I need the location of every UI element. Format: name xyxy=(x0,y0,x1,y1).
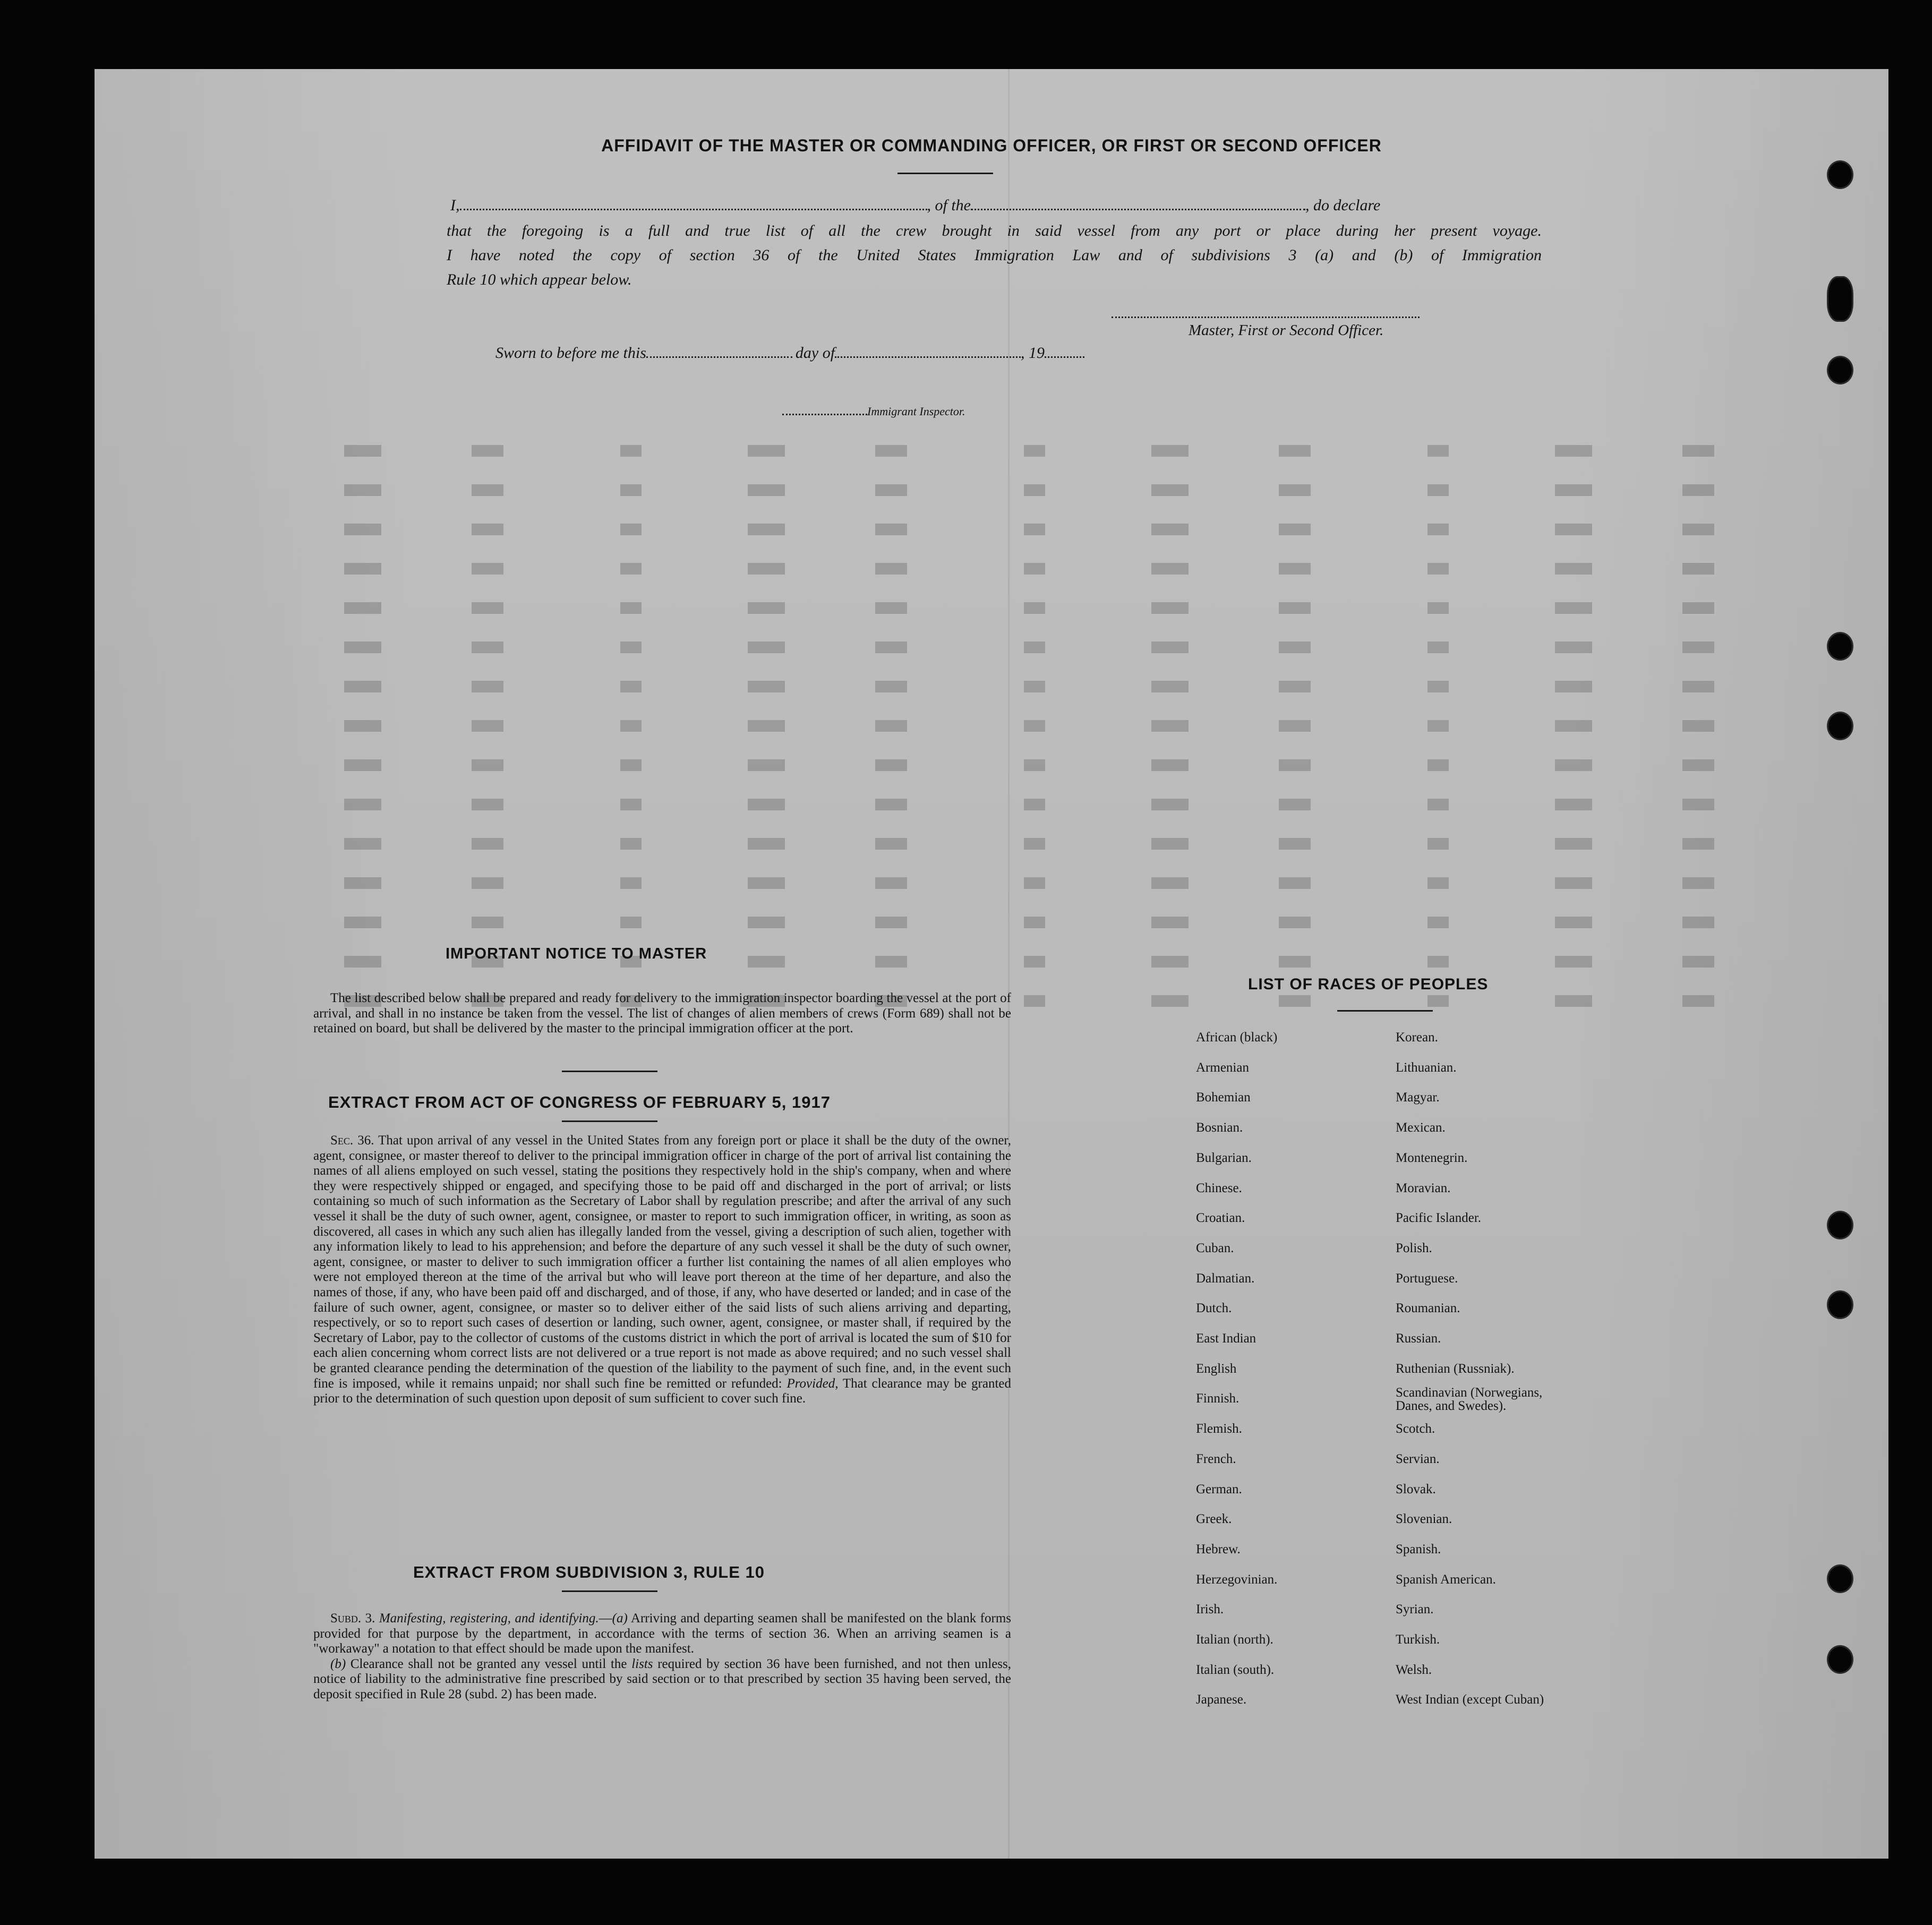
race-item: English xyxy=(1196,1361,1237,1376)
race-item: Flemish. xyxy=(1196,1422,1242,1436)
proviso-label: Provided, xyxy=(787,1376,839,1391)
race-item: Cuban. xyxy=(1196,1240,1234,1255)
race-item: Portuguese. xyxy=(1396,1271,1458,1286)
notice-title: IMPORTANT NOTICE TO MASTER xyxy=(446,945,707,962)
binder-hole xyxy=(1827,1211,1853,1239)
notice-rule xyxy=(562,1071,657,1072)
binder-hole xyxy=(1827,1645,1853,1674)
race-item: Ruthenian (Russniak). xyxy=(1396,1361,1515,1376)
race-item: Bulgarian. xyxy=(1196,1150,1252,1165)
clause-b-marker: (b) xyxy=(330,1656,346,1671)
race-item: Croatian. xyxy=(1196,1211,1245,1226)
vessel-label: , of the xyxy=(927,196,971,214)
race-item: Spanish. xyxy=(1396,1542,1441,1556)
vessel-blank[interactable] xyxy=(971,209,1305,210)
affidavit-line-2: that the foregoing is a full and true list of all the crew brought in said vessel from any port or place during her present voyage. xyxy=(447,222,1542,239)
act-rule xyxy=(562,1120,657,1122)
inspector-blank[interactable] xyxy=(782,414,867,415)
sworn-day-blank[interactable] xyxy=(646,356,792,358)
act-text-block xyxy=(313,1133,1011,1407)
year-label: , 19 xyxy=(1021,344,1045,362)
inspector-label: Immigrant Inspector. xyxy=(867,405,965,418)
subdivision-heading: Manifesting, registering, and identifying. xyxy=(379,1611,599,1625)
race-item: Pacific Islander. xyxy=(1396,1211,1482,1226)
binder-hole xyxy=(1827,276,1853,322)
race-item: Japanese. xyxy=(1196,1692,1247,1707)
race-item: Moravian. xyxy=(1396,1180,1451,1195)
race-item: Slovak. xyxy=(1396,1482,1436,1496)
race-item: German. xyxy=(1196,1482,1242,1496)
race-item: Scandinavian (Norwegians, Danes, and Swedes). xyxy=(1396,1385,1543,1414)
clause-b-lists: lists xyxy=(631,1656,653,1671)
binder-hole xyxy=(1827,160,1853,189)
race-item: Lithuanian. xyxy=(1396,1060,1457,1075)
declare-label: , do declare xyxy=(1305,196,1381,214)
notice-text: The list described below shall be prepared and ready for delivery to the immigration inspector boarding the vessel at the port of arrival, and shall in no instance be taken from the vessel. The list of changes of alien members of crews (Form 689) shall not be retained on board, but shall be delivered by the master to the principal immigration officer at the port. xyxy=(313,991,1011,1036)
race-item: East Indian xyxy=(1196,1331,1256,1346)
affidavit-line-4: Rule 10 which appear below. xyxy=(447,271,632,288)
race-item: Scotch. xyxy=(1396,1422,1435,1436)
race-item: Irish. xyxy=(1196,1602,1224,1617)
race-item: Mexican. xyxy=(1396,1120,1446,1135)
binder-hole xyxy=(1827,1564,1853,1593)
clause-a-text: Arriving and departing seamen shall be manifested on the blank forms provided for that purpose by the department, in accordance with the terms of section 36. When an arriving seamen is a "workaway" a notation to that effect should be made upon the manifest. xyxy=(313,1611,1011,1656)
declarant-label: I, xyxy=(450,196,460,214)
declarant-blank[interactable] xyxy=(460,209,927,210)
year-blank[interactable] xyxy=(1045,356,1084,358)
rule-title: EXTRACT FROM SUBDIVISION 3, RULE 10 xyxy=(413,1563,765,1581)
race-item: Bohemian xyxy=(1196,1090,1251,1105)
clause-b-text-1: Clearance shall not be granted any vessel until the xyxy=(350,1656,627,1671)
race-item: Welsh. xyxy=(1396,1662,1432,1677)
act-text: That upon arrival of any vessel in the United States from any foreign port or place it shall be the duty of the owner, agent, consignee, or master thereof to deliver to the principal immigration officer in charge of the port of arrival list containing the names of all aliens employed on such vessel, stating the positions they respectively hold in the ship's company, when and where they were respectively shipped or engaged, and specifying those to be paid off and discharged in the port of arrival; or lists containing so much of such information as the Secretary of Labor shall by regulation prescribe; and after the arrival of any such vessel it shall be the duty of such owner, agent, consignee, or master to report to such immigration officer, in writing, as soon as discovered, all cases in which any such alien has illegally landed from the vessel, giving a description of such alien, together with any information likely to lead to his apprehension; and before the departure of any such vessel it shall be the duty of such owner, agent, consignee, or master to deliver to such immigration officer a further list containing the names of all alien employes who were not employed thereon at the time of the arrival but who will leave port thereon at the time of her departure, and also the names of those, if any, who have been paid off and discharged, and of those, if any, who have deserted or landed; and in case of the failure of such owner, agent, consignee, or master so to deliver either of the said lists of such aliens arriving and departing, respectively, or so to report such cases of desertion or landing, such owner, agent, consignee, or master shall, if required by the Secretary of Labor, pay to the collector of customs of the customs district in which the port of arrival is located the sum of $10 for each alien concerning whom correct lists are not delivered or a true report is not made as above required; and no such vessel shall be granted clearance pending the determination of the question of the liability to the payment of such fine, and, in the event such fine is imposed, while it remains unpaid; nor shall such fine be remitted or refunded: xyxy=(313,1133,1012,1391)
race-item: Polish. xyxy=(1396,1240,1432,1255)
races-title: LIST OF RACES OF PEOPLES xyxy=(1248,976,1489,993)
sworn-label: Sworn to before me this xyxy=(495,344,646,362)
signature-label: Master, First or Second Officer. xyxy=(1189,322,1384,339)
inspector-line xyxy=(782,405,965,418)
race-item: French. xyxy=(1196,1451,1236,1466)
binder-hole xyxy=(1827,632,1853,661)
affidavit-declaration-line xyxy=(450,196,1380,215)
race-item: Finnish. xyxy=(1196,1391,1239,1406)
race-item: African (black) xyxy=(1196,1030,1278,1045)
affidavit-title: AFFIDAVIT OF THE MASTER OR COMMANDING OFFICER, OR FIRST OR SECOND OFFICER xyxy=(601,136,1382,155)
title-rule xyxy=(897,173,993,174)
signature-line[interactable] xyxy=(1112,316,1420,318)
race-item: Russian. xyxy=(1396,1331,1441,1346)
race-item: Hebrew. xyxy=(1196,1542,1241,1556)
race-item: Chinese. xyxy=(1196,1180,1242,1195)
affidavit-line-3: I have noted the copy of section 36 of the United States Immigration Law and of subdivisions 3 (a) and (b) of Immigration xyxy=(447,246,1542,264)
race-item: Herzegovinian. xyxy=(1196,1572,1278,1587)
clause-a-marker: (a) xyxy=(612,1611,628,1625)
race-item: Korean. xyxy=(1396,1030,1438,1045)
race-item: Roumanian. xyxy=(1396,1301,1460,1316)
race-item: Dutch. xyxy=(1196,1301,1232,1316)
race-item: Greek. xyxy=(1196,1512,1232,1527)
rule-text-block: Subd. 3. Manifesting, registering, and identifying.—(a) Arriving and departing seamen shall be manifested on the blank forms provided for that purpose by the department, in accordance with the terms of section 36. When an arriving seamen is a "workaway" a notation to that effect should be made upon the manifest. (b) Clearance shall not be granted any vessel until the lists required by section 36 have been furnished, and not then unless, notice of liability to the administrative fine prescribed by said section or to that prescribed by section 35 having been served, the deposit specified in Rule 28 (subd. 2) has been made. xyxy=(313,1611,1012,1701)
race-item: Italian (south). xyxy=(1196,1662,1275,1677)
binder-hole xyxy=(1827,356,1853,384)
race-item: Magyar. xyxy=(1396,1090,1440,1105)
section-label: Sec. 36. xyxy=(330,1133,374,1148)
race-item: Slovenian. xyxy=(1396,1512,1452,1527)
sworn-line xyxy=(495,344,1084,362)
race-item: Armenian xyxy=(1196,1060,1249,1075)
race-item: Syrian. xyxy=(1396,1602,1434,1617)
races-rule xyxy=(1337,1010,1433,1012)
binder-hole xyxy=(1827,1290,1853,1319)
race-item: Spanish American. xyxy=(1396,1572,1496,1587)
race-item: Servian. xyxy=(1396,1451,1440,1466)
race-item: Montenegrin. xyxy=(1396,1150,1468,1165)
race-item: Italian (north). xyxy=(1196,1632,1273,1647)
clause-b-text-2: required by section 36 have been furnished, and not then unless, notice of liability to the administrative fine prescribed by said section or to that prescribed by section 35 having been served, the deposit specified in Rule 28 (subd. 2) has been made. xyxy=(313,1656,1012,1701)
notice-text-block xyxy=(313,991,1011,1037)
act-title: EXTRACT FROM ACT OF CONGRESS OF FEBRUARY 5, 1917 xyxy=(328,1093,831,1111)
day-of-label: day of xyxy=(795,344,835,362)
race-item: Dalmatian. xyxy=(1196,1271,1255,1286)
race-item: West Indian (except Cuban) xyxy=(1396,1692,1544,1707)
month-blank[interactable] xyxy=(835,356,1021,358)
subdivision-label: Subd. 3. xyxy=(330,1611,375,1625)
race-item: Turkish. xyxy=(1396,1632,1440,1647)
document-page xyxy=(95,69,1888,1859)
act-text-proviso: That clearance may be granted prior to the determination of such question upon deposit of sum sufficient to cover such fine. xyxy=(313,1376,1011,1406)
binder-hole xyxy=(1827,712,1853,740)
race-item: Bosnian. xyxy=(1196,1120,1243,1135)
rule-rule xyxy=(562,1590,657,1592)
